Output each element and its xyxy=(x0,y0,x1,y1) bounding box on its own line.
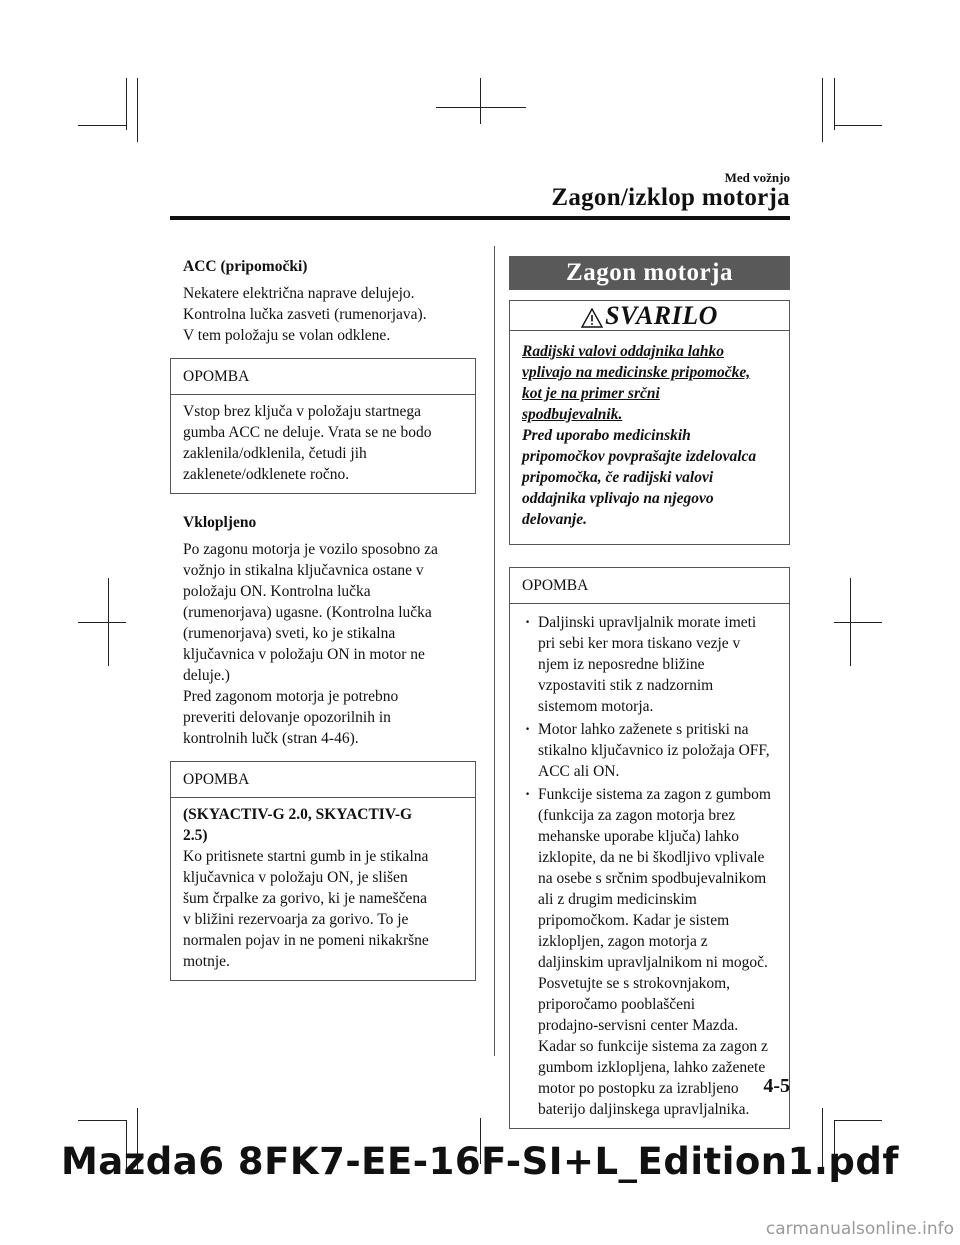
on-heading: Vklopljeno xyxy=(183,514,257,531)
warning-line: pripomočkov povprašajte izdelovalca xyxy=(522,448,757,466)
warning-line: delovanje. xyxy=(522,511,587,529)
on-text-line: ključavnica v položaju ON in motor ne xyxy=(183,646,425,663)
warning-line: kot je na primer srčni xyxy=(522,385,660,403)
warning-box xyxy=(509,300,790,545)
acc-text-line: Kontrolna lučka zasveti (rumenorjava). xyxy=(183,306,427,323)
bullet-line: motor po postopku za izrabljeno xyxy=(538,1080,739,1098)
bullet-line: izklopite, da ne bi škodljivo vplivale xyxy=(538,849,765,867)
warning-triangle-icon xyxy=(581,308,603,328)
bullet-line: baterijo daljinskega upravljalnika. xyxy=(538,1101,750,1119)
section-label: Med vožnjo xyxy=(724,170,790,185)
column-divider xyxy=(494,246,495,1056)
bullet-line: · Daljinski upravljalnik morate imeti xyxy=(538,614,757,632)
on-text-line: vožnjo in stikalna ključavnica ostane v xyxy=(183,562,424,579)
bullet-line: izklopljen, zagon motorja z xyxy=(538,933,708,951)
note-line: v bližini rezervoarja za gorivo. To je xyxy=(183,911,409,928)
on-text-line: Po zagonu motorja je vozilo sposobno za xyxy=(183,541,438,558)
footer-filename: Mazda6 8FK7-EE-16F-SI+L_Edition1.pdf xyxy=(60,1140,900,1183)
note-heading: OPOMBA xyxy=(510,568,789,604)
note-line: Vstop brez ključa v položaju startnega xyxy=(183,403,422,420)
bullet-line: stikalno ključavnico iz položaja OFF, xyxy=(538,742,770,760)
on-text-line: (rumenorjava) sveti, ko je stikalna xyxy=(183,625,396,642)
warning-line: vplivajo na medicinske pripomočke, xyxy=(522,364,751,382)
bullet-line: pri sebi ker mora tiskano vezje v xyxy=(538,635,741,653)
on-text-line: položaju ON. Kontrolna lučka xyxy=(183,583,371,600)
bullet-line: pripomočkom. Kadar je sistem xyxy=(538,912,730,930)
note-line: zaklenete/odklenete ročno. xyxy=(183,466,350,483)
bullet-line: priporočamo pooblaščeni xyxy=(538,996,696,1014)
note-line: normalen pojav in ne pomeni nikakršne xyxy=(183,932,429,949)
acc-heading: ACC (pripomočki) xyxy=(183,258,308,275)
note-heading: OPOMBA xyxy=(171,762,475,798)
note-line: šum črpalke za gorivo, ki je nameščena xyxy=(183,890,428,907)
right-column xyxy=(509,256,790,1129)
bullet-line: mehanske uporabe ključa) lahko xyxy=(538,828,739,846)
on-text-line: Pred zagonom motorja je potrebno xyxy=(183,688,399,705)
bullet-line: · Funkcije sistema za zagon z gumbom xyxy=(538,786,771,804)
bullet-item xyxy=(522,612,777,717)
note-subheading: 2.5) xyxy=(183,827,208,844)
watermark: carmanualsonline.info xyxy=(765,1219,954,1239)
bullet-item xyxy=(522,719,777,782)
bullet-line: gumbom izklopljena, lahko zaženete xyxy=(538,1059,766,1077)
note-bullets xyxy=(510,604,789,1128)
warning-line: oddajnika vplivajo na njegovo xyxy=(522,490,714,508)
bullet-line: njem iz neposredne bližine xyxy=(538,656,705,674)
bullet-line: Posvetujte se s strokovnjakom, xyxy=(538,975,731,993)
on-text-line: (rumenorjava) ugasne. (Kontrolna lučka xyxy=(183,604,432,621)
header-rule xyxy=(170,216,790,220)
bullet-item xyxy=(522,784,777,1120)
acc-text-line: Nekatere električna naprave delujejo. xyxy=(183,285,415,302)
warning-label: SVARILO xyxy=(605,301,718,330)
note-line: gumba ACC ne deluje. Vrata se ne bodo xyxy=(183,424,432,441)
bullet-line: (funkcija za zagon motorja brez xyxy=(538,807,736,825)
section-banner: Zagon motorja xyxy=(509,256,790,290)
page-title: Zagon/izklop motorja xyxy=(551,184,790,211)
on-text-line: kontrolnih lučk (stran 4-46). xyxy=(183,730,359,747)
note-subheading: (SKYACTIV-G 2.0, SKYACTIV-G xyxy=(183,806,413,823)
bullet-line: na osebe s srčnim spodbujevalnikom xyxy=(538,870,767,888)
note-line: ključavnica v položaju ON, je slišen xyxy=(183,869,408,886)
on-text-line: deluje.) xyxy=(183,667,230,684)
acc-text-line: V tem položaju se volan odklene. xyxy=(183,327,391,344)
note-line: zaklenila/odklenila, četudi jih xyxy=(183,445,367,462)
page-number: 4-5 xyxy=(763,1075,790,1097)
warning-line: pripomočka, če radijski valovi xyxy=(522,469,714,487)
on-text-line: preveriti delovanje opozorilnih in xyxy=(183,709,391,726)
note-heading: OPOMBA xyxy=(171,359,475,395)
note-box xyxy=(170,358,476,494)
bullet-line: prodajno-servisni center Mazda. xyxy=(538,1017,739,1035)
bullet-line: vzpostaviti stik z nadzornim xyxy=(538,677,714,695)
bullet-line: sistemom motorja. xyxy=(538,698,654,716)
warning-line: Pred uporabo medicinskih xyxy=(522,427,691,445)
note-line: Ko pritisnete startni gumb in je stikalna xyxy=(183,848,429,865)
warning-heading xyxy=(510,301,789,331)
left-column xyxy=(183,256,475,999)
bullet-line: ACC ali ON. xyxy=(538,763,620,781)
bullet-line: · Motor lahko zaženete s pritiski na xyxy=(538,721,749,739)
note-box-skyactiv xyxy=(170,761,476,981)
warning-line: Radijski valovi oddajnika lahko xyxy=(522,343,724,361)
bullet-line: Kadar so funkcije sistema za zagon z xyxy=(538,1038,768,1056)
note-box-remote xyxy=(509,567,790,1129)
warning-line: spodbujevalnik. xyxy=(522,406,623,424)
bullet-line: ali z drugim medicinskim xyxy=(538,891,697,909)
note-line: motnje. xyxy=(183,953,230,970)
bullet-line: daljinskim upravljalnikom ni mogoč. xyxy=(538,954,768,972)
